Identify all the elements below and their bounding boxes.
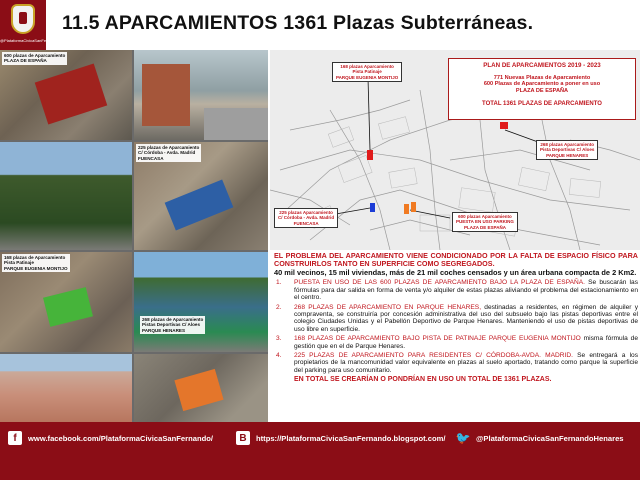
twitter-icon: 🐦 [455,431,471,445]
photo-caption: 168 plazas de Aparcamiento Pista Patinaje PARQUE EUGENIA MONTIJO [4,255,68,271]
marker-plaza-espana [404,202,416,214]
photo-panel [0,50,268,422]
map-label-fuencasa: 225 plazas Aparcamiento C/ Córdoba - Avda. Madrid FUENCASA [274,208,338,228]
parking-items-list [274,279,638,374]
facebook-link[interactable]: www.facebook.com/PlataformaCivicaSanFernando/ [28,433,213,443]
plaza-espana-highlight [35,63,108,124]
map-label-parque-henares: 268 plazas Aparcamiento Pista Deportivas C/ Aloes PARQUE HENARES [536,140,598,160]
footer [0,422,640,480]
photo-plaza-espana [0,50,132,140]
marker-eugenia-montijo [367,150,373,160]
photo-caption: 225 plazas de Aparcamiento C/ Córdoba - Avda. Madrid FUENCASA [138,145,200,161]
photo-eugenia-montijo [0,252,132,352]
crest-icon [11,4,35,34]
plan-summary-box [448,58,636,120]
facebook-icon: f [8,431,22,445]
plan-new-spots: 771 Nuevas Plazas de Aparcamiento [493,75,591,81]
list-item: 3. 168 PLAZAS DE APARCAMIENTO BAJO PISTA DE PATINAJE PARQUE EUGENIA MONTIJO misma fórmula de gestión que en el de Parque Henares. [276,335,638,350]
list-item: 4. 225 PLAZAS DE APARCAMIENTO PARA RESIDENTES C/ CÓRDOBA-AVDA. MADRID. Se entregará a los propietarios de la mancomunidad valor equivalente en plazas al suelo aportado, tratando como parque la superficie del parking para uso comunitario. [276,351,638,374]
photo-fuencasa [134,142,268,250]
eugenia-montijo-highlight [43,287,93,327]
summary-paragraph: 40 mil vecinos, 15 mil viviendas, más de 21 mil coches censados y un área urbana compacta de 2 Km2. [274,268,637,277]
list-item: 1. PUESTA EN USO DE LAS 600 PLAZAS DE APARCAMIENTO BAJO LA PLAZA DE ESPAÑA. Se buscarán las fórmulas para dar salida en forma de venta y/o alquiler de estas plazas aliviando el problema del estacionamiento en el centro. [276,279,638,302]
plan-reuse-line-2: PLAZA DE ESPAÑA [515,87,569,94]
blogger-icon: B [236,431,250,445]
building [142,64,190,126]
road [204,108,268,140]
photo-courts-aerial [0,354,132,422]
marker-fuencasa [370,203,375,212]
brand-handle: @PlataformaCivicaSanFernando [0,38,59,43]
intro-paragraph: EL PROBLEMA DEL APARCAMIENTO VIENE CONDICIONADO POR LA FALTA DE ESPACIO FÍSICO PARA CONSTRUIRLOS TANTO EN SUPERFICIE COMO SEGREGADOS. [274,251,638,268]
footer-blog[interactable] [236,431,445,445]
marker-parque-henares [500,122,508,129]
blog-link[interactable]: https://PlataformaCivicaSanFernando.blogspot.com/ [256,433,446,443]
photo-parque-henares [134,354,268,422]
map-label-eugenia-montijo: 168 plazas Aparcamiento Pista Patinaje PARQUE EUGENIA MONTIJO [332,62,402,82]
photo-caption: 268 plazas de Aparcamiento Pistas Deportivas C/ Aloes PARQUE HENARES [142,317,204,333]
description-text [274,252,638,420]
plan-reuse-line-1: 600 Plazas de Aparcamiento a poner en uso [483,81,601,87]
plan-total: TOTAL 1361 PLAZAS DE APARCAMIENTO [482,100,602,107]
map-label-plaza-espana: 600 plazas Aparcamiento PUESTA EN USO PARKING PLAZA DE ESPAÑA [452,212,518,232]
fuencasa-highlight [165,179,234,230]
photo-caption: 600 plazas de Aparcamiento PLAZA DE ESPAÑA [4,53,66,64]
plan-title: PLAN DE APARCAMIENTOS 2019 - 2023 [483,62,601,69]
parking-map [270,50,640,250]
brand-logo [0,0,59,50]
footer-facebook[interactable] [8,431,213,445]
twitter-link[interactable]: @PlataformaCivicaSanFernandoHenares [476,433,624,443]
photo-street [134,50,268,140]
parque-henares-highlight [174,369,223,411]
total-statement: EN TOTAL SE CREARÍAN O PONDRÍAN EN USO UN TOTAL DE 1361 PLAZAS. [294,376,552,384]
footer-twitter[interactable] [456,431,624,445]
page-title: 11.5 APARCAMIENTOS 1361 Plazas Subterráneas. [62,12,534,34]
photo-trees [0,142,132,250]
list-item: 2. 268 PLAZAS DE APARCAMIENTO EN PARQUE HENARES, destinadas a residentes, en régimen de alquiler y compraventa, se construiría por concesión administrativa del uso del subsuelo bajo las pistas deportivas entre el colegio Ciudades Unidas y el Pabellón Deportivo de Parque Henares. Manteniendo el uso de pistas deportivas de uso libre en superficie. [276,303,638,333]
photo-sports-courts [134,252,268,352]
